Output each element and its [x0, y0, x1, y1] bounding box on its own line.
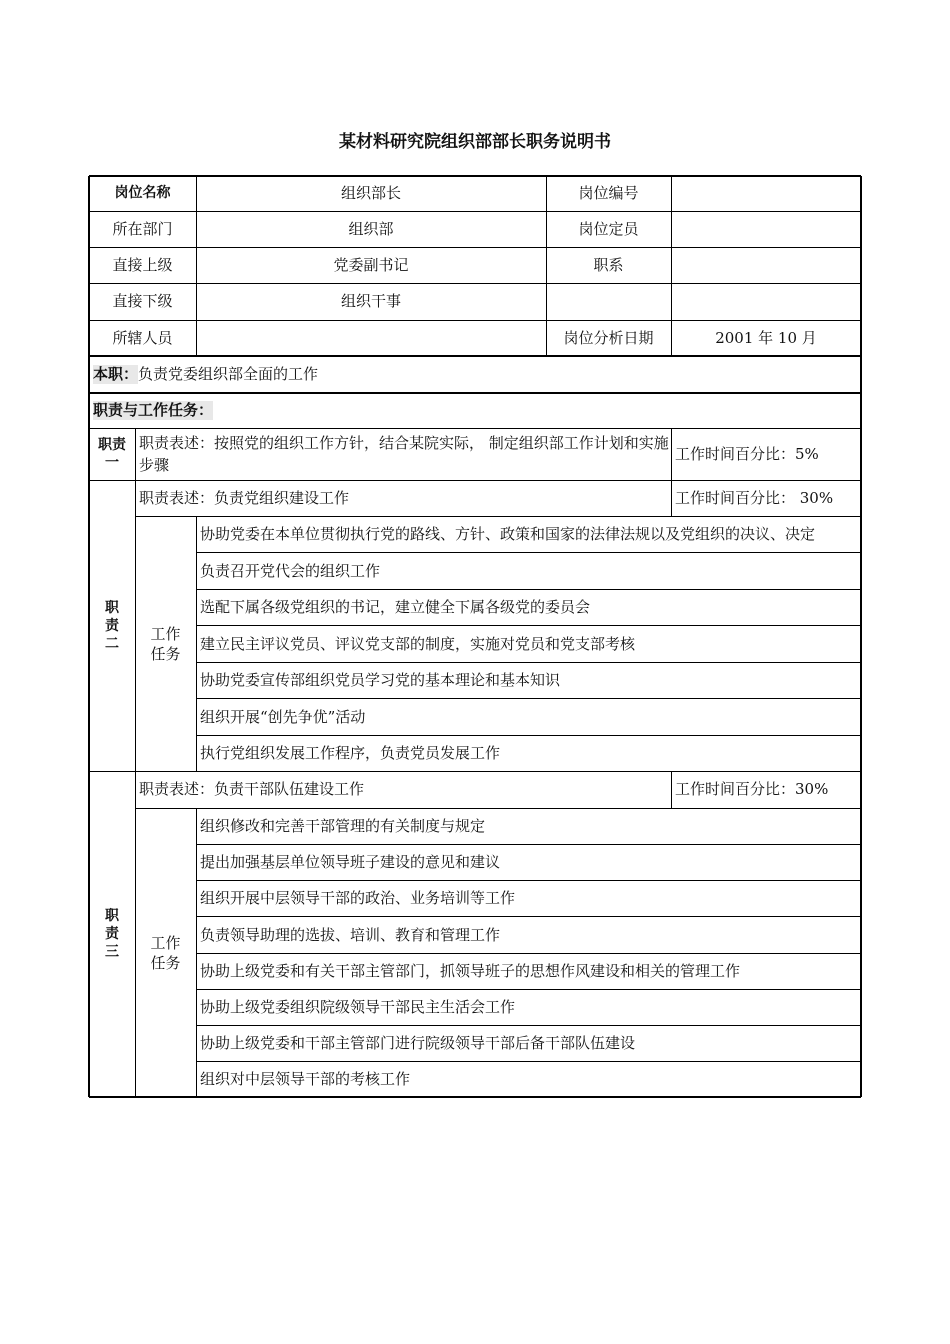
task-item: 协助上级党委组织院级领导干部民主生活会工作	[200, 998, 516, 1016]
table-rule	[89, 428, 861, 429]
table-rule	[89, 1096, 861, 1098]
task-item: 组织开展“创先争优”活动	[200, 707, 366, 726]
main-duty-label: 本职：	[93, 365, 139, 383]
governed-staff-label: 所辖人员	[112, 328, 173, 347]
task-item: 负责召开党代会的组织工作	[200, 561, 381, 580]
task-item: 选配下属各级党组织的书记，建立健全下属各级党的委员会	[200, 598, 591, 616]
table-rule	[135, 428, 136, 480]
main-duty-text: 负责党委组织部全面的工作	[138, 365, 319, 383]
job-family	[671, 247, 861, 283]
duty-1-label	[89, 428, 135, 480]
task-item: 协助上级党委和干部主管部门进行院级领导干部后备干部队伍建设	[200, 1034, 636, 1052]
task-label	[135, 516, 196, 771]
task-item: 协助上级党委和有关干部主管部门，抓领导班子的思想作风建设和相关的管理工作	[200, 962, 741, 980]
task-item: 负责领导助理的选拔、培训、教育和管理工作	[200, 925, 501, 944]
position-name: 组织部长	[340, 184, 401, 202]
job-family-label: 职系	[593, 255, 624, 274]
task-item: 组织开展中层领导干部的政治、业务培训等工作	[200, 889, 516, 907]
empty-cell	[671, 283, 861, 320]
duty-1-label-line: 职责	[98, 437, 126, 453]
duty-3-label-line: 职	[105, 908, 119, 924]
table-rule	[860, 176, 862, 1097]
task-item: 组织修改和完善干部管理的有关制度与规定	[200, 817, 486, 835]
page-title: 某材料研究院组织部部长职务说明书	[339, 132, 611, 152]
table-rule	[671, 771, 672, 808]
table-rule	[89, 392, 861, 394]
table-rule	[671, 480, 672, 516]
governed-staff	[196, 320, 546, 356]
table-rule	[89, 283, 861, 284]
table-rule	[89, 175, 861, 177]
table-rule	[135, 771, 136, 1097]
table-rule	[89, 247, 861, 248]
main-duty-row	[89, 356, 861, 393]
table-rule	[89, 771, 861, 772]
task-label	[135, 808, 196, 1097]
position-code	[671, 176, 861, 211]
table-rule	[135, 808, 861, 809]
direct-superior-label: 直接上级	[112, 255, 173, 274]
duty-2-label	[89, 480, 135, 771]
duty-2-label-line: 二	[105, 635, 119, 652]
duty-3-label-line: 三	[105, 944, 119, 960]
analysis-date: 2001 年 10 月	[715, 328, 817, 347]
duty-3-time: 工作时间百分比：30%	[675, 780, 829, 798]
staffing	[671, 211, 861, 247]
table-rule	[671, 176, 672, 356]
table-rule	[89, 211, 861, 212]
table-rule	[135, 480, 136, 771]
duty-1-statement: 职责表述：按照党的组织工作方针，结合某院实际， 制定组织部工作计划和实施步骤	[139, 434, 669, 474]
position-code-label: 岗位编号	[578, 184, 639, 202]
task-label-line: 工作	[150, 933, 181, 952]
table-rule	[89, 320, 861, 321]
duty-3-statement: 职责表述：负责干部队伍建设工作	[139, 780, 365, 798]
task-item: 协助党委宣传部组织党员学习党的基本理论和基本知识	[200, 671, 561, 689]
duty-2-time: 工作时间百分比： 30%	[675, 488, 834, 507]
duty-2-statement: 职责表述：负责党组织建设工作	[139, 488, 350, 507]
duties-heading-text: 职责与工作任务：	[93, 401, 214, 419]
position-name-label: 岗位名称	[114, 185, 171, 201]
task-item: 执行党组织发展工作程序，负责党员发展工作	[200, 744, 501, 762]
task-item: 组织对中层领导干部的考核工作	[200, 1070, 411, 1088]
duty-3-label	[89, 771, 135, 1097]
analysis-date-label: 岗位分析日期	[563, 328, 654, 347]
duty-1-label-line: 一	[105, 455, 119, 471]
table-rule	[89, 480, 861, 481]
duty-2-label-line: 职	[105, 599, 119, 616]
staffing-label: 岗位定员	[578, 219, 639, 238]
direct-superior: 党委副书记	[333, 255, 409, 274]
table-rule	[89, 355, 861, 357]
task-label-line: 任务	[150, 644, 181, 663]
table-rule	[671, 428, 672, 480]
table-rule	[196, 808, 197, 1097]
task-label-line: 工作	[150, 624, 181, 643]
department: 组织部	[348, 219, 394, 238]
direct-subordinate-label: 直接下级	[112, 292, 173, 310]
duties-heading	[89, 393, 861, 428]
duty-2-label-line: 责	[105, 617, 119, 634]
duty-3-label-line: 责	[105, 926, 119, 942]
department-label: 所在部门	[112, 219, 173, 238]
task-label-line: 任务	[150, 953, 181, 972]
table-rule	[135, 516, 861, 517]
task-item: 协助党委在本单位贯彻执行党的路线、方针、政策和国家的法律法规以及党组织的决议、决定	[200, 525, 816, 543]
task-item: 提出加强基层单位领导班子建设的意见和建议	[200, 853, 501, 871]
task-item: 建立民主评议党员、评议党支部的制度，实施对党员和党支部考核	[200, 634, 636, 653]
direct-subordinate: 组织干事	[340, 292, 401, 310]
table-rule	[196, 176, 197, 356]
table-rule	[546, 176, 547, 356]
table-rule	[88, 176, 90, 1097]
duty-1-time: 工作时间百分比：5%	[675, 444, 819, 463]
table-rule	[196, 516, 197, 771]
empty-cell	[546, 283, 671, 320]
